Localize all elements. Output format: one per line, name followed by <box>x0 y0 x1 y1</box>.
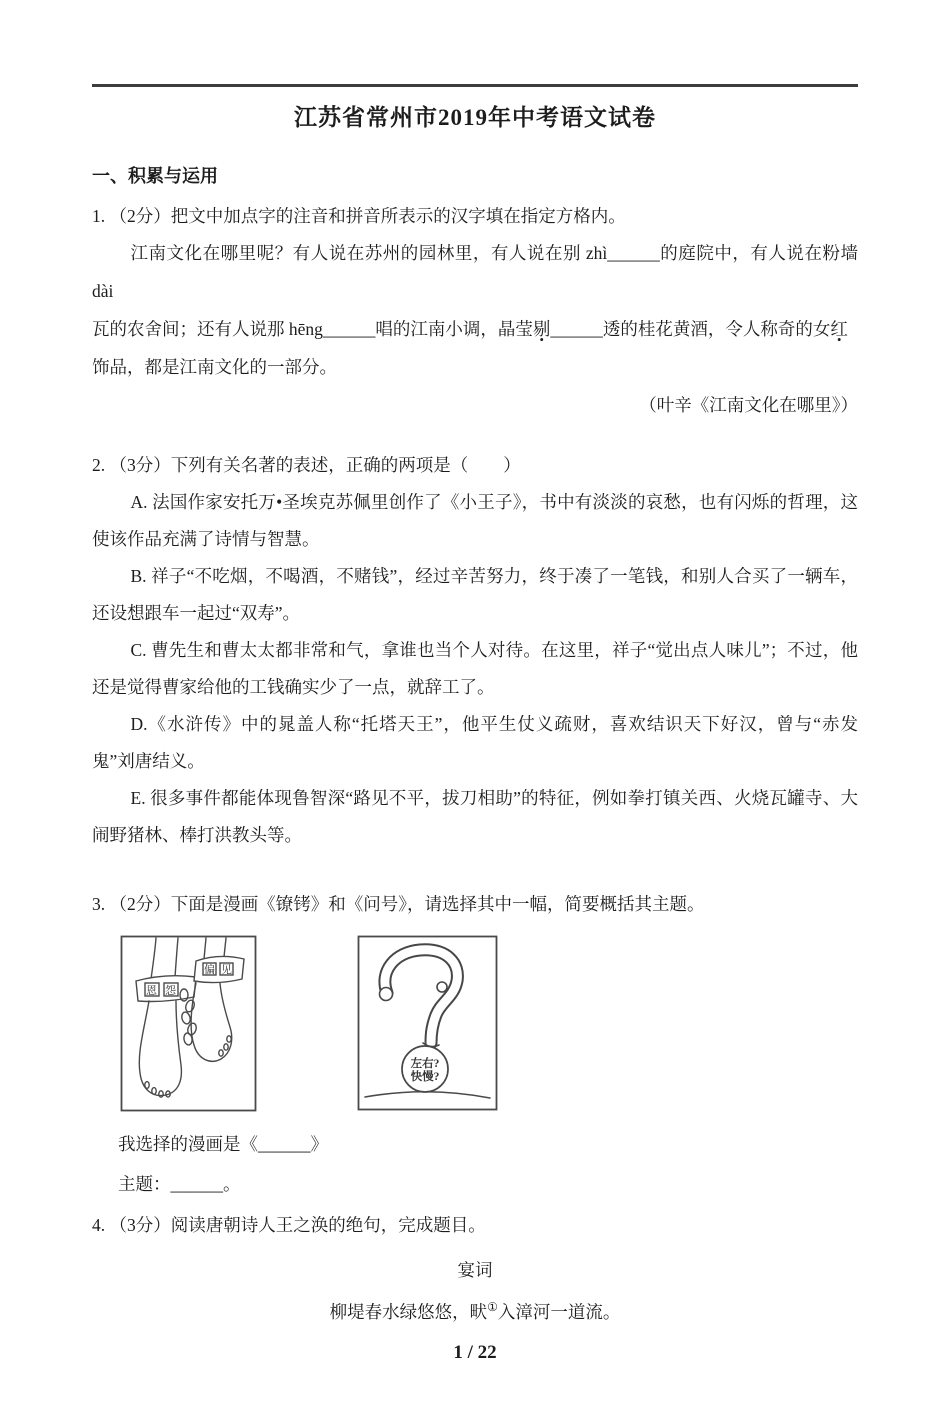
poem-title: 宴词 <box>457 1260 493 1280</box>
q2-option-b: B. 祥子“不吃烟，不喝酒，不赌钱”，经过辛苦努力，终于凑了一笔钱，和别人合买了一辆车，还设想跟车一起过“双寿”。 <box>92 566 858 623</box>
cartoon-question-mark-image <box>357 935 498 1111</box>
shackled-feet-drawing <box>136 938 244 1097</box>
section-heading: 一、积累与运用 <box>92 166 218 186</box>
q2-option-c: C. 曹先生和曹太太都非常和气，拿谁也当个人对待。在这里，祥子“觉出点人味儿”；不过，他还是觉得曹家给他的工钱确实少了一点，就辞工了。 <box>92 640 858 697</box>
q1-passage-line-2 <box>92 310 858 348</box>
cartoon-question-mark-figure <box>357 935 498 1111</box>
q2-block <box>92 447 858 854</box>
ball-label-line-2: 快慢? <box>410 1071 440 1083</box>
q1-emphasized-char-ti: 剔 <box>532 319 551 339</box>
q1-stem: 1. （2分）把文中加点字的注音和拼音所表示的汉字填在指定方格内。 <box>92 206 626 226</box>
cartoon-shackles-image <box>120 935 257 1112</box>
poem-annotation-marker: ① <box>487 1300 498 1314</box>
q3-theme-line: 主题：______。 <box>118 1174 241 1194</box>
q1-passage <box>92 234 858 424</box>
q4-stem: 4. （3分）阅读唐朝诗人王之涣的绝句，完成题目。 <box>92 1215 486 1235</box>
q3-stem: 3. （2分）下面是漫画《镣铐》和《问号》，请选择其中一幅，简要概括其主题。 <box>92 894 705 914</box>
q2-stem: 2. （3分）下列有关名著的表述，正确的两项是（ ） <box>92 455 521 475</box>
q1-passage-line-3: 饰品，都是江南文化的一部分。 <box>92 357 337 377</box>
q1-passage-line-1: 江南文化在哪里呢？有人说在苏州的园林里，有人说在别 zhì______的庭院中，有人说在粉墙 dài <box>92 243 858 301</box>
q1-emphasized-char-hong: 红 <box>830 319 848 339</box>
q3-block <box>92 886 858 1203</box>
q1-passage-line2-seg1: 瓦的农舍间；还有人说那 hēng______唱的江南小调，晶莹 <box>92 319 533 339</box>
poem-line-seg1: 柳堤春水绿悠悠，畎 <box>329 1301 488 1322</box>
q3-choice-line: 我选择的漫画是《______》 <box>118 1134 328 1154</box>
cartoon-shackles-figure <box>120 935 257 1112</box>
q1-passage-line2-seg2: ______透的桂花黄酒，令人称奇的女 <box>550 319 831 339</box>
q3-cartoons <box>92 935 858 1112</box>
q1-attribution: （叶辛《江南文化在哪里》） <box>639 395 858 415</box>
exam-page <box>0 84 950 1364</box>
poem-line-seg2: 入漳河一道流。 <box>497 1301 621 1322</box>
right-cuff-label: 偏见 <box>204 964 238 976</box>
page-number: 1 / 22 <box>453 1341 497 1363</box>
page-title: 江苏省常州市2019年中考语文试卷 <box>294 105 656 130</box>
q2-option-a: A. 法国作家安托万•圣埃克苏佩里创作了《小王子》，书中有淡淡的哀愁，也有闪烁的哲理，这使该作品充满了诗情与智慧。 <box>92 492 858 549</box>
left-cuff-label: 恩怨 <box>146 985 184 997</box>
q2-option-d: D.《水浒传》中的晁盖人称“托塔天王”，他平生仗义疏财，喜欢结识天下好汉，曾与“赤发鬼”刘唐结义。 <box>92 714 858 771</box>
poem-line <box>92 1293 858 1326</box>
q2-option-e: E. 很多事件都能体现鲁智深“路见不平，拔刀相助”的特征，例如拳打镇关西、火烧瓦罐寺、大闹野猪林、棒打洪教头等。 <box>92 788 858 845</box>
header-divider <box>92 84 858 87</box>
ball-label-line-1: 左右? <box>410 1058 440 1070</box>
